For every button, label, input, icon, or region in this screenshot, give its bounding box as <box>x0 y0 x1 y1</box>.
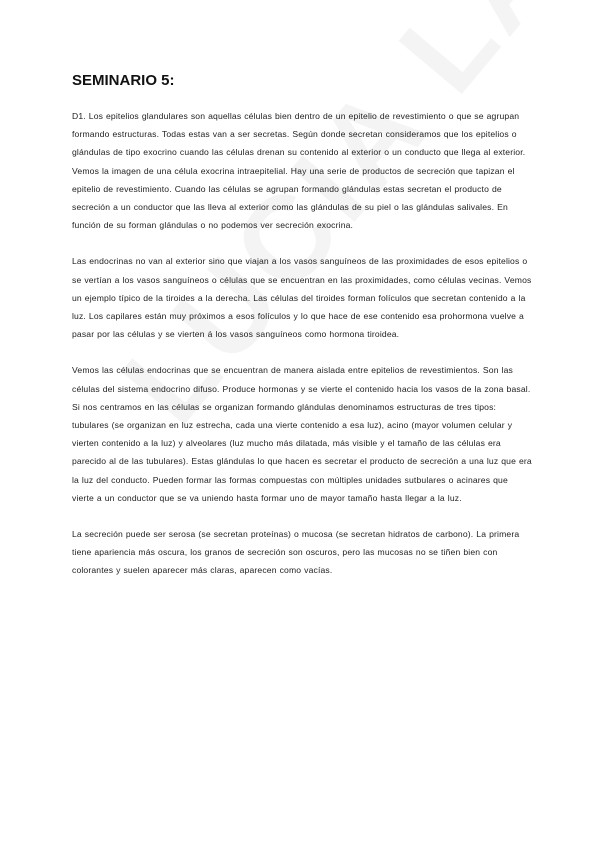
document-body <box>72 107 532 598</box>
paragraph: Las endocrinas no van al exterior sino que viajan a los vasos sanguíneos de las proximidades de esos epitelios o se vertían a los vasos sanguíneos o células que se encuentran en las proximidades, como células vecinas. Vemos un ejemplo típico de la tiroides a la derecha. Las células del tiroides forman folículos que secretan contenido a la luz. Los capilares están muy próximos a esos folículos y lo que hace de ese contenido esa prohormona vuelve a pasar por las células y se vierten á los vasos sanguíneos como hormona tiroidea. <box>72 256 532 340</box>
paragraph: La secreción puede ser serosa (se secretan proteínas) o mucosa (se secretan hidratos de carbono). La primera tiene apariencia más oscura, los granos de secreción son oscuros, pero las mucosas no se tiñen bien con colorantes y suelen aparecer más claras, aparecen como vacías. <box>72 529 520 576</box>
page-title: SEMINARIO 5: <box>72 72 175 89</box>
paragraph: D1. Los epitelios glandulares son aquellas células bien dentro de un epitelio de revestimiento o que se agrupan formando estructuras. Todas estas van a ser secretas. Según donde secretan consideramos que los epitelios o glándulas de tipo exocrino cuando las células drenan su contenido al exterior o un conducto que llega al exterior. Vemos la imagen de una célula exocrina intraepitelial. Hay una serie de productos de secreción que tapizan el epitelio de revestimiento. Cuando las células se agrupan formando glándulas estas secretan el producto de secreción a un conductor que las lleva al exterior como las glándulas de su piel o las glándulas salivales. En función de su forman glándulas o no podemos ver secreción exocrina. <box>72 111 526 231</box>
paragraph: Vemos las células endocrinas que se encuentran de manera aislada entre epitelios de revestimientos. Son las células del sistema endocrino difuso. Produce hormonas y se vierte el contenido hacia los vasos de la zona basal. Si nos centramos en las células se organizan formando glándulas denominamos estructuras de tres tipos: tubulares (se organizan en luz estrecha, cada una vierte contenido a esa luz), acino (mayor volumen celular y vierten contenido a la luz) y alveolares (luz mucho más dilatada, más visible y el tamaño de las células era parecido al de las tubulares). Estas glándulas lo que hacen es secretar el producto de secreción a una luz que era la luz del conducto. Pueden formar las formas compuestas con múltiples unidades sutbulares o acinares que vierte a un conductor que se va uniendo hasta formar uno de mayor tamaño hasta llegar a la luz. <box>72 365 532 503</box>
